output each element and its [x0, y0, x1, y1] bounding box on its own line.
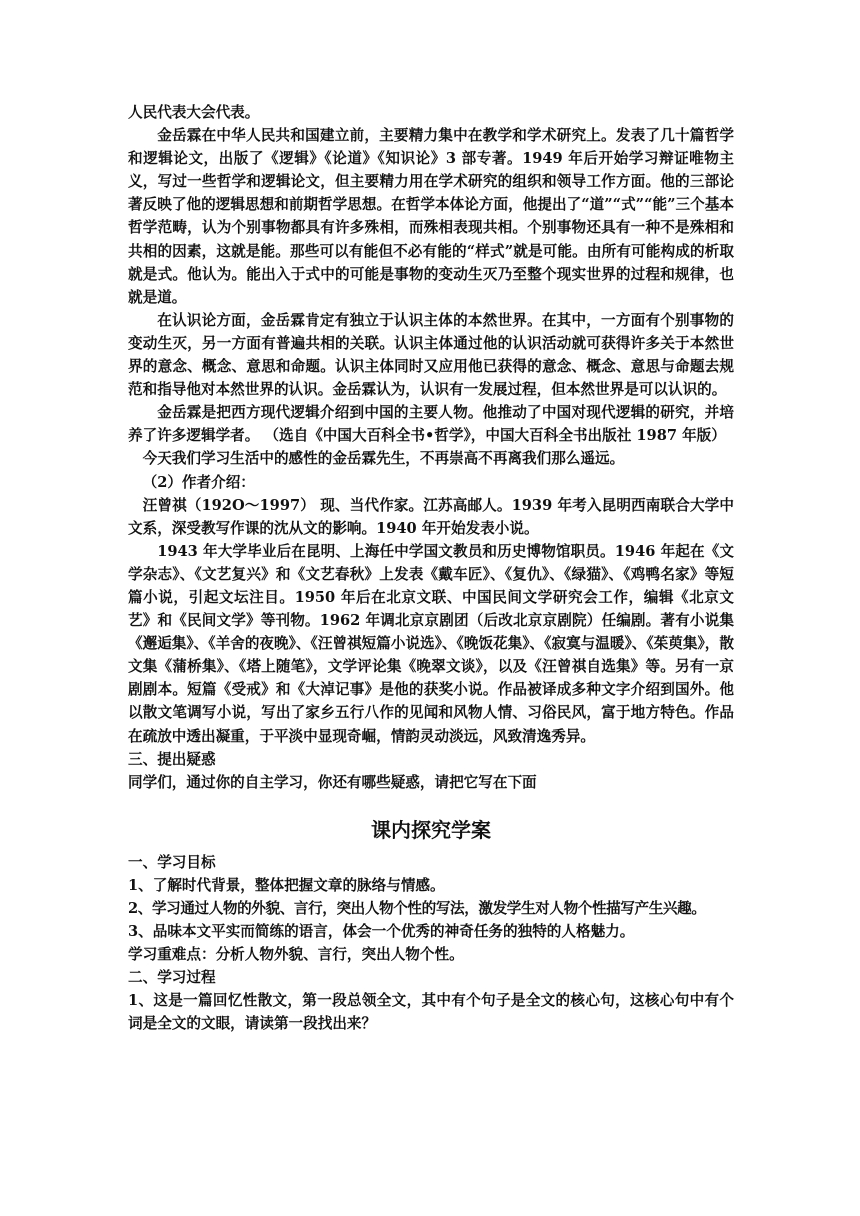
goal-item-2: 2、学习通过人物的外貌、言行，突出人物个性的写法，激发学生对人物个性描写产生兴趣。 [128, 900, 706, 917]
heading-learning-goals: 一、学习目标 [128, 853, 216, 871]
goal-item-1: 1、了解时代背景，整体把握文章的脉络与情感。 [128, 876, 445, 894]
goal-item-3: 3、品味本文平实而简练的语言，体会一个优秀的神奇任务的独特的人格魅力。 [128, 923, 635, 941]
key-difficulties: 学习重难点：分析人物外貌、言行，突出人物个性。 [128, 946, 464, 964]
section-title: 课内探究学案 [371, 817, 491, 842]
paragraph-modern-logic: 金岳霖是把西方现代逻辑介绍到中国的主要人物。他推动了中国对现代逻辑的研究，并培养了许多逻辑学者。 （选自《中国大百科全书•哲学》，中国大百科全书出版社 1987 年版） [128, 404, 734, 445]
paragraph-epistemology: 在认识论方面，金岳霖肯定有独立于认识主体的本然世界。在其中，一方面有个别事物的变动生灭，另一方面有普遍共相的关联。认识主体通过他的认识活动就可获得许多关于本然世界的意念、概念、意思和命题。认识主体同时又应用他已获得的意念、概念、意思与命题去规范和指导他对本然世界的认识。金岳霖认为，认识有一发展过程，但本然世界是可以认识的。 [128, 311, 734, 399]
document-body [128, 101, 734, 1036]
paragraph-wang-zengqi-bio: 汪曾祺（192O～1997） 现、当代作家。江苏高邮人。1939 年考入昆明西南联合大学中文系，深受教写作课的沈从文的影响。1940 年开始发表小说。 [128, 496, 734, 537]
heading-raise-questions: 三、提出疑惑 [128, 750, 216, 768]
question-1: 1、这是一篇回忆性散文，第一段总领全文，其中有个句子是全文的核心句，这核心句中有个词是全文的文眼，请读第一段找出来？ [128, 992, 734, 1033]
paragraph-continuation: 人民代表大会代表。 [128, 104, 260, 121]
paragraph-summary: 今天我们学习生活中的感性的金岳霖先生，不再崇高不再离我们那么遥远。 [142, 450, 625, 468]
paragraph-jin-yuelin-works: 金岳霖在中华人民共和国建立前，主要精力集中在教学和学术研究上。发表了几十篇哲学和逻辑论文，出版了《逻辑》《论道》《知识论》3 部专著。1949 年后开始学习辩证唯物主义，写过一些哲学和逻辑论文，但主要精力用在学术研究的组织和领导工作方面。他的三部论著反映了他的逻辑思想和前期哲学思想。在哲学本体论方面，他提出了“道”“式”“能”三个基本哲学范畴，认为个别事物都具有许多殊相，而殊相表现共相。个别事物还具有一种不是殊相和共相的因素，这就是能。那些可以有能但不必有能的“样式”就是可能。由所有可能构成的析取就是式。他认为。能出入于式中的可能是事物的变动生灭乃至整个现实世界的过程和规律，也就是道。 [128, 127, 734, 306]
heading-author-intro: （2）作者介绍： [142, 473, 255, 491]
paragraph-questions-prompt: 同学们，通过你的自主学习，你还有哪些疑惑，请把它写在下面 [128, 773, 537, 791]
heading-learning-process: 二、学习过程 [128, 969, 216, 987]
paragraph-wang-zengqi-works: 1943 年大学毕业后在昆明、上海任中学国文教员和历史博物馆职员。1946 年起在《文学杂志》、《文艺复兴》和《文艺春秋》上发表《戴车匠》、《复仇》、《绿猫》、《鸡鸭名家》等短篇小说，引起文坛注目。1950 年后在北京文联、中国民间文学研究会工作，编辑《北京文艺》和《民间文学》等刊物。1962 年调北京京剧团（后改北京京剧院）任编剧。著有小说集《邂逅集》、《羊舍的夜晚》、《汪曾祺短篇小说选》、《晚饭花集》、《寂寞与温暖》、《茱萸集》，散文集《蒲桥集》、《塔上随笔》，文学评论集《晚翠文谈》，以及《汪曾祺自选集》等。另有一京剧剧本。短篇《受戒》和《大淖记事》是他的获奖小说。作品被译成多种文字介绍到国外。他以散文笔调写小说，写出了家乡五行八作的见闻和风物人情、习俗民风，富于地方特色。作品在疏放中透出凝重，于平淡中显现奇崛，情韵灵动淡远，风致清逸秀异。 [128, 542, 734, 745]
spacer [128, 794, 734, 815]
